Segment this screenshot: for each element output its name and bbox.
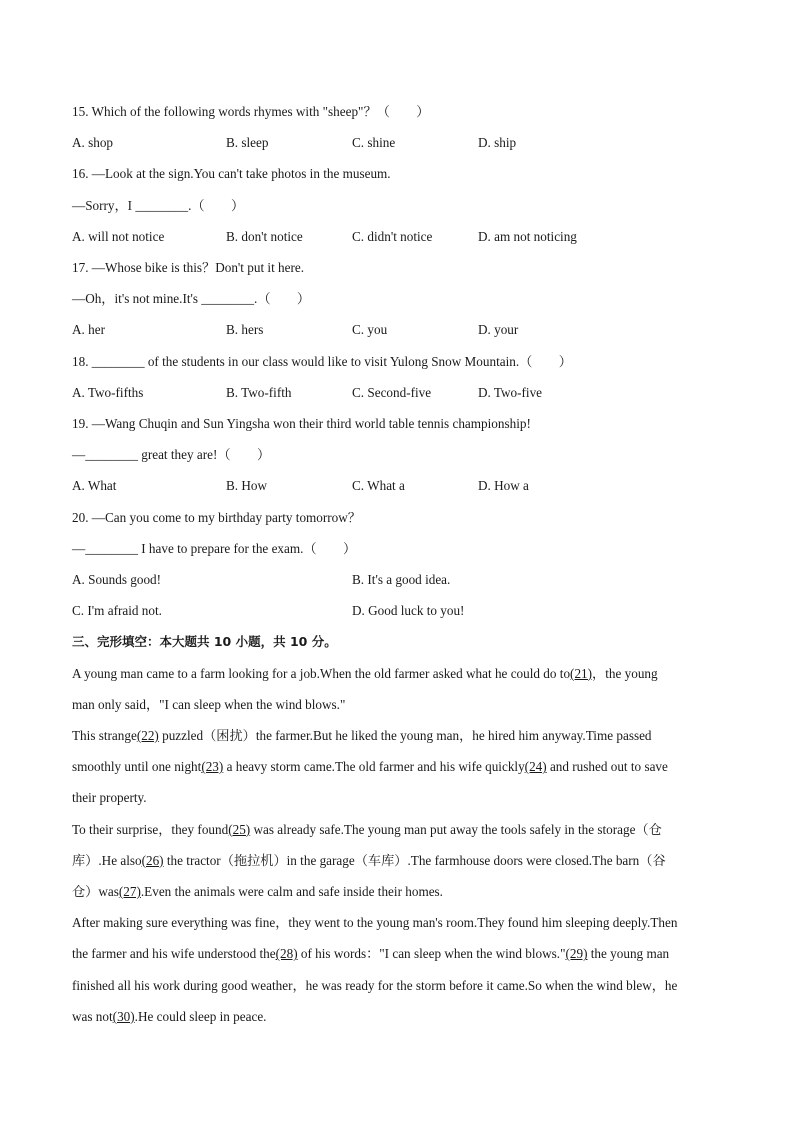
blank-number: (28) (275, 946, 298, 962)
answer-options (72, 229, 722, 245)
answer-option: C. I'm afraid not. (72, 603, 162, 619)
answer-option: D. How a (478, 478, 529, 494)
answer-option: D. ship (478, 135, 517, 151)
answer-option: A. shop (72, 135, 114, 151)
blank-number: (23) (201, 759, 224, 775)
answer-option: C. shine (352, 135, 396, 151)
text-line: man only said，"I can sleep when the wind blows." (72, 696, 346, 712)
text-line: 19. —Wang Chuqin and Sun Yingsha won their third world table tennis championship! (72, 416, 531, 431)
passage-text: puzzled（困扰）the farmer.But he liked the young man，he hired him anyway.Time passed (158, 728, 652, 743)
answer-option: A. What (72, 478, 117, 494)
blank-number: (24) (524, 759, 547, 775)
text-line: After making sure everything was fine，they went to the young man's room.They found him sleeping deeply.Then (72, 915, 678, 931)
passage-text: .Even the animals were calm and safe inside their homes. (140, 884, 443, 899)
text-line: —________ great they are!（ ） (72, 447, 271, 463)
passage-text: the tractor（拖拉机）in the garage（车库）.The farmhouse doors were closed.The barn（谷 (163, 852, 666, 868)
answer-option: C. didn't notice (352, 228, 433, 244)
text-line: 16. —Look at the sign.You can't take photos in the museum. (72, 166, 391, 182)
passage-line (72, 728, 722, 744)
answer-options (72, 478, 722, 494)
answer-option: B. hers (226, 322, 264, 338)
passage-line (72, 759, 722, 775)
passage-line (72, 666, 722, 682)
passage-text: To their surprise，they found (72, 821, 229, 837)
answer-option: B. How (226, 478, 268, 494)
answer-options (72, 385, 722, 401)
blank-number: (26) (141, 852, 164, 868)
text-line: —Sorry，I ________.（ ） (72, 197, 245, 213)
passage-text: of his words："I can sleep when the wind blows." (297, 946, 566, 962)
passage-text: a heavy storm came.The old farmer and his wife quickly (223, 759, 525, 775)
blank-number: (21) (570, 665, 593, 681)
answer-option: B. It's a good idea. (352, 572, 451, 587)
passage-text: smoothly until one night (72, 759, 202, 775)
text-line: —________ I have to prepare for the exam.（ ） (72, 540, 357, 556)
answer-option: C. What a (352, 478, 405, 494)
answer-option: B. Two-fifth (226, 384, 292, 400)
passage-line (72, 946, 722, 962)
passage-text: A young man came to a farm looking for a job.When the old farmer asked what he could do to (72, 665, 571, 681)
passage-line (72, 884, 722, 900)
answer-options (72, 135, 722, 151)
passage-text: This strange (72, 728, 137, 743)
passage-text: and rushed out to save (546, 759, 668, 775)
blank-number: (29) (565, 946, 588, 962)
blank-number: (27) (118, 884, 141, 899)
passage-line (72, 1009, 722, 1025)
answer-option: D. am not noticing (478, 228, 577, 244)
answer-option: B. sleep (226, 135, 269, 151)
passage-text: 仓）was (72, 884, 119, 899)
answer-options (72, 603, 722, 619)
passage-text: the young man (587, 946, 670, 962)
answer-option: D. Two-five (478, 384, 543, 400)
blank-number: (30) (112, 1008, 135, 1024)
passage-text: the farmer and his wife understood the (72, 946, 276, 962)
passage-text: 库）.He also (72, 852, 142, 868)
answer-option: A. Two-fifths (72, 384, 144, 400)
passage-line (72, 822, 722, 838)
passage-text: .He could sleep in peace. (134, 1008, 267, 1024)
text-line: finished all his work during good weather，he was ready for the storm before it came.So when the wind blew，he (72, 977, 678, 993)
passage-text: ，the young (592, 665, 658, 681)
answer-option: A. Sounds good! (72, 572, 162, 587)
text-line: 18. ________ of the students in our class would like to visit Yulong Snow Mountain.（ ） (72, 353, 572, 369)
answer-options (72, 572, 722, 588)
answer-option: D. Good luck to you! (352, 603, 465, 619)
blank-number: (22) (136, 728, 159, 743)
text-line: their property. (72, 790, 147, 806)
answer-option: D. your (478, 322, 519, 338)
answer-option: A. her (72, 322, 105, 338)
text-line: 15. Which of the following words rhymes with "sheep"？（ ） (72, 104, 430, 119)
answer-option: C. you (352, 322, 388, 338)
passage-text: was already safe.The young man put away the tools safely in the storage（仓 (250, 821, 662, 837)
blank-number: (25) (228, 821, 251, 837)
passage-text: was not (72, 1008, 113, 1024)
text-line: —Oh，it's not mine.It's ________.（ ） (72, 291, 311, 307)
text-line: 17. —Whose bike is this？Don't put it here. (72, 260, 305, 275)
text-line: 20. —Can you come to my birthday party tomorrow？ (72, 509, 361, 525)
answer-option: C. Second-five (352, 384, 432, 400)
section-heading: 三、完形填空：本大题共 10 小题，共 10 分。 (72, 634, 337, 650)
answer-option: B. don't notice (226, 228, 303, 244)
answer-option: A. will not notice (72, 228, 165, 244)
answer-options (72, 322, 722, 338)
passage-line (72, 853, 722, 869)
